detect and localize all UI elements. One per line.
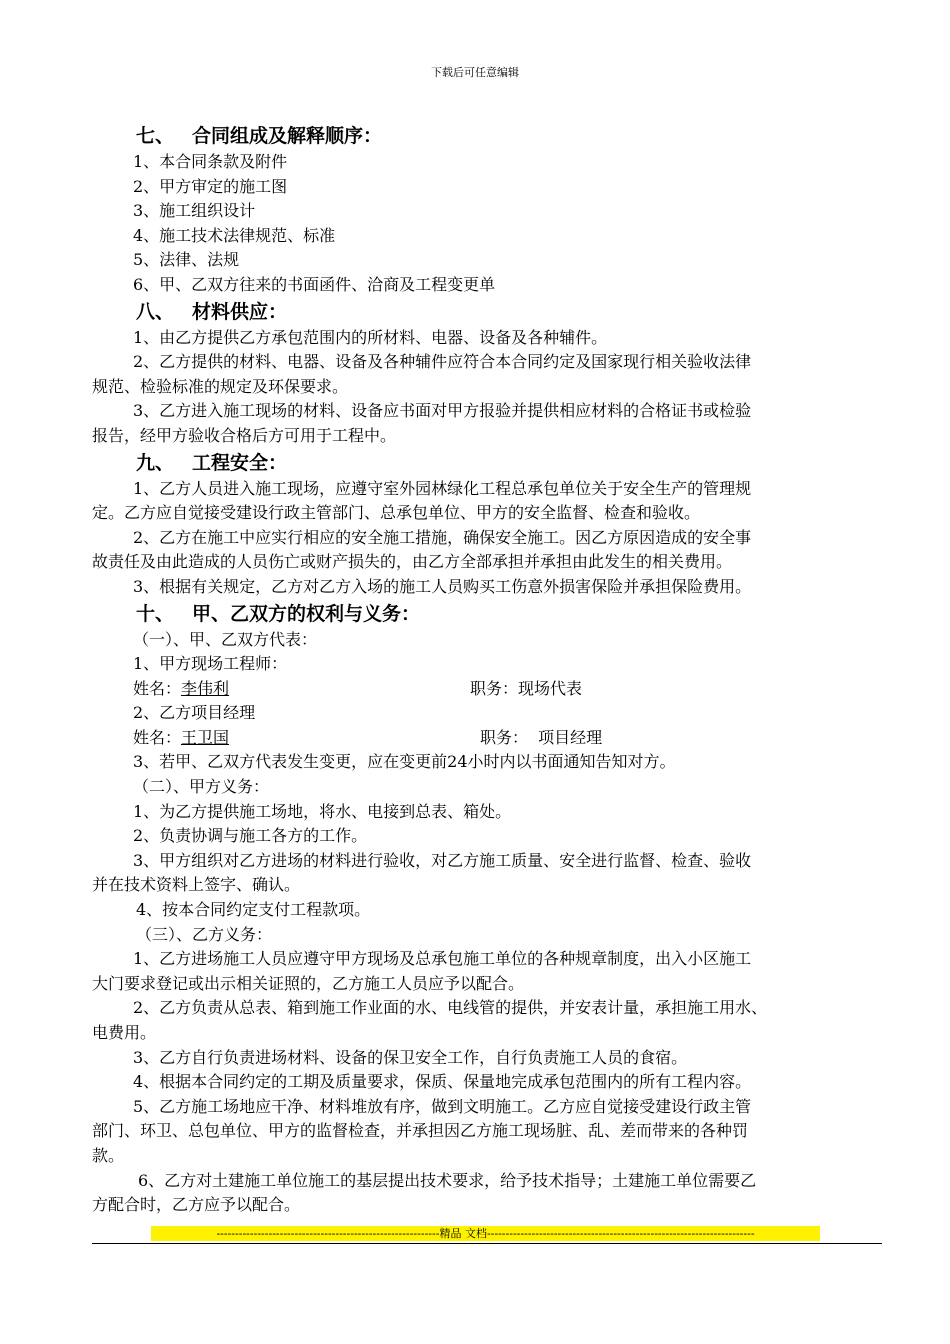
name-label: 姓名： <box>133 727 182 747</box>
section-7-title <box>92 122 882 150</box>
representative-row <box>92 677 882 702</box>
name-value: 王卫国 <box>181 727 230 747</box>
representative-row <box>92 726 882 751</box>
name-label: 姓名： <box>133 678 182 698</box>
paragraph-line: 3、甲方组织对乙方进场的材料进行验收，对乙方施工质量、安全进行监督、检查、验收 <box>133 850 752 870</box>
name-value: 李伟利 <box>181 678 230 698</box>
section-title-text: 材料供应： <box>192 300 288 323</box>
paragraph-line: 2、负责协调与施工各方的工作。 <box>133 826 368 846</box>
paragraph-line: 2、乙方项目经理 <box>133 703 256 723</box>
paragraph-line: 2、乙方负责从总表、箱到施工作业面的水、电线管的提供，并安表计量，承担施工用水、 <box>133 998 768 1018</box>
paragraph-line: 2、乙方在施工中应实行相应的安全施工措施，确保安全施工。因乙方原因造成的安全事 <box>133 527 752 547</box>
paragraph-line: 3、若甲、乙双方代表发生变更，应在变更前24小时内以书面通知告知对方。 <box>133 752 676 772</box>
paragraph-line: 报告，经甲方验收合格后方可用于工程中。 <box>92 425 397 445</box>
section-number: 七、 <box>136 125 175 147</box>
section-title-text: 工程安全： <box>192 451 288 474</box>
section-title-text: 甲、乙双方的权利与义务： <box>192 602 421 625</box>
list-item: 1、本合同条款及附件 <box>133 152 288 171</box>
section-number: 十、 <box>136 602 175 625</box>
paragraph-line: 并在技术资料上签字、确认。 <box>92 875 301 895</box>
paragraph-line: 3、乙方自行负责进场材料、设备的保卫安全工作，自行负责施工人员的食宿。 <box>133 1047 688 1067</box>
subsection-heading: （三）、乙方义务： <box>136 924 273 944</box>
paragraph-line: 定。乙方应自觉接受建设行政主管部门、总承包单位、甲方的安全监督、检查和验收。 <box>92 503 701 523</box>
section-9-title <box>92 449 882 477</box>
paragraph-line: 4、根据本合同约定的工期及质量要求，保质、保量地完成承包范围内的所有工程内容。 <box>133 1072 752 1092</box>
page-header: 下载后可任意编辑 <box>431 66 519 79</box>
paragraph-line: 2、乙方提供的材料、电器、设备及各种辅件应符合本合同约定及国家现行相关验收法律 <box>133 352 752 372</box>
footer-banner: ------------------------------------------------------------精品 文档------------------------------------------------------------------------ <box>151 1226 820 1241</box>
paragraph-line: 3、乙方进入施工现场的材料、设备应书面对甲方报验并提供相应材料的合格证书或检验 <box>133 401 752 421</box>
paragraph-line: 6、乙方对土建施工单位施工的基层提出技术要求，给予技术指导；土建施工单位需要乙 <box>138 1170 757 1190</box>
paragraph-line: 部门、环卫、总包单位、甲方的监督检查，并承担因乙方施工现场脏、乱、差而带来的各种罚 <box>92 1121 749 1141</box>
section-8-title <box>92 298 882 326</box>
subsection-heading: （二）、甲方义务： <box>133 777 270 797</box>
subsection-heading: （一）、甲、乙双方代表： <box>133 629 318 649</box>
footer-divider <box>92 1243 882 1244</box>
paragraph-line: 1、乙方进场施工人员应遵守甲方现场及总承包施工单位的各种规章制度，出入小区施工 <box>133 949 752 969</box>
paragraph-line: 1、甲方现场工程师： <box>133 654 288 674</box>
paragraph-line: 1、由乙方提供乙方承包范围内的所材料、电器、设备及各种辅件。 <box>133 327 608 347</box>
list-item: 4、施工技术法律规范、标准 <box>133 225 336 245</box>
paragraph-line: 5、乙方施工场地应干净、材料堆放有序，做到文明施工。乙方应自觉接受建设行政主管 <box>133 1096 752 1116</box>
paragraph-line: 故责任及由此造成的人员伤亡或财产损失的，由乙方全部承担并承担由此发生的相关费用。 <box>92 552 733 572</box>
paragraph-line: 款。 <box>92 1145 125 1165</box>
paragraph-line: 3、根据有关规定，乙方对乙方入场的施工人员购买工伤意外损害保险并承担保险费用。 <box>133 576 752 596</box>
section-number: 九、 <box>136 451 175 474</box>
list-item: 6、甲、乙双方往来的书面函件、洽商及工程变更单 <box>133 274 496 294</box>
paragraph-line: 1、为乙方提供施工场地，将水、电接到总表、箱处。 <box>133 801 512 821</box>
section-title-text: 合同组成及解释顺序： <box>192 125 383 147</box>
list-item: 5、法律、法规 <box>133 250 240 270</box>
role-field: 职务： 项目经理 <box>480 727 603 747</box>
document-body <box>92 122 882 1218</box>
section-10-title <box>92 600 882 628</box>
paragraph-line: 大门要求登记或出示相关证照的，乙方施工人员应予以配合。 <box>92 973 525 993</box>
list-item: 2、甲方审定的施工图 <box>133 176 288 196</box>
section-number: 八、 <box>136 300 175 323</box>
paragraph-line: 方配合时，乙方应予以配合。 <box>92 1195 301 1215</box>
role-field: 职务：现场代表 <box>470 678 583 698</box>
name-field <box>133 726 229 751</box>
paragraph-line: 规范、检验标准的规定及环保要求。 <box>92 376 349 396</box>
list-item: 3、施工组织设计 <box>133 201 256 221</box>
paragraph-line: 1、乙方人员进入施工现场，应遵守室外园林绿化工程总承包单位关于安全生产的管理规 <box>133 478 752 498</box>
paragraph-line: 电费用。 <box>92 1023 157 1042</box>
paragraph-line: 4、按本合同约定支付工程款项。 <box>136 900 371 920</box>
name-field <box>133 677 229 702</box>
